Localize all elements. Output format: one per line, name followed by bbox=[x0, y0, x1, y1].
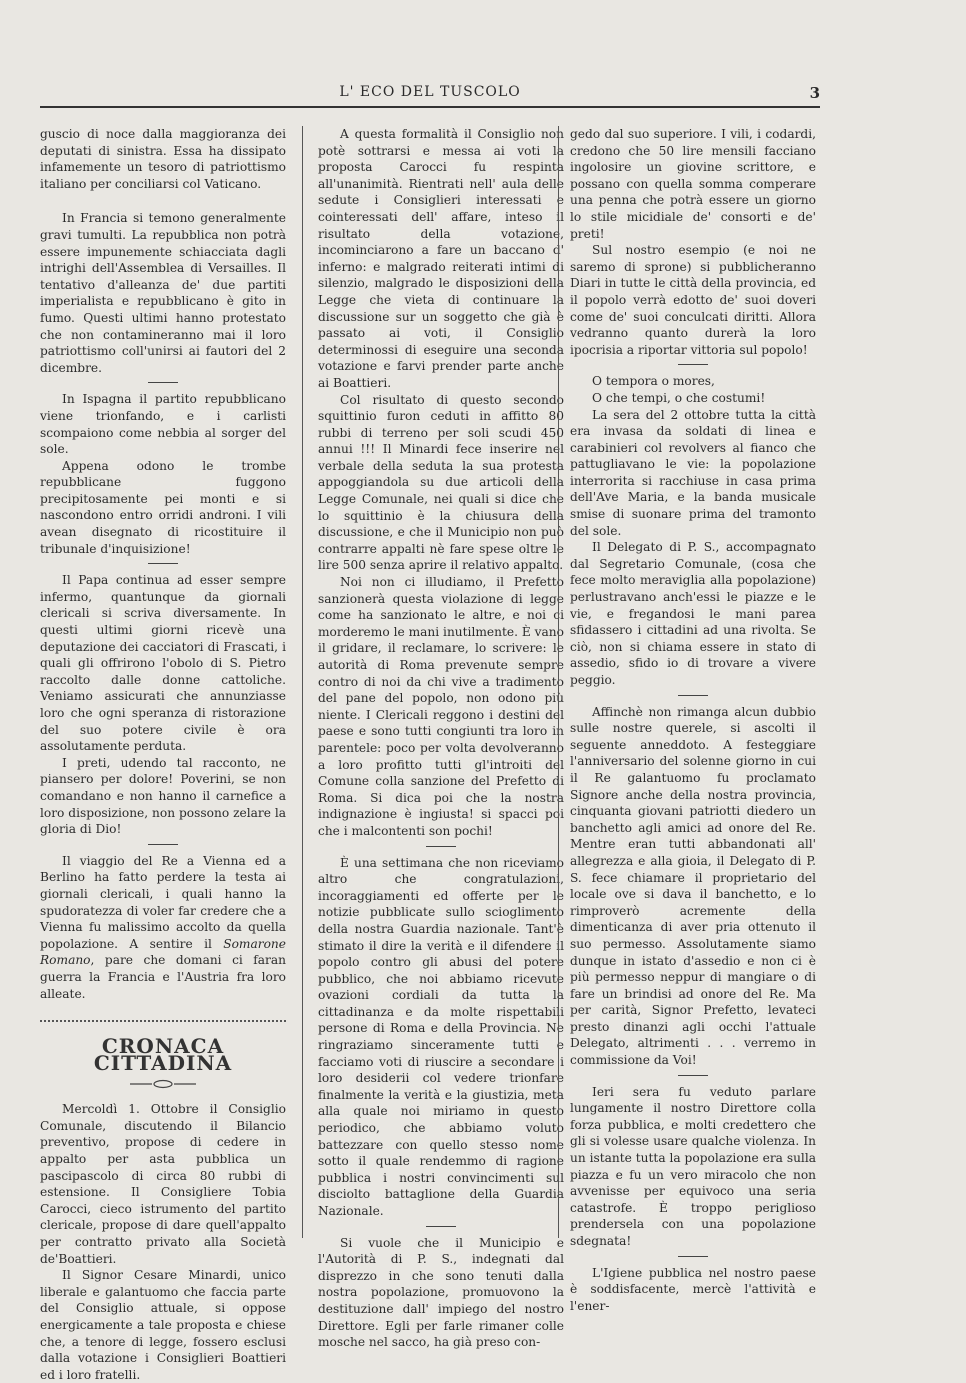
article-paragraph: La sera del 2 ottobre tutta la città era invasa da soldati di linea e carabinieri col revolvers al fianco che pattugliavano le vie: la popolazione interrorita si racchiuse in casa prima dell'Ave Maria, e la banda musicale smise di suonare prima del tramonto del sole. bbox=[570, 407, 816, 538]
header-rule bbox=[40, 106, 820, 108]
newspaper-name-italic: Somarone Romano bbox=[40, 936, 286, 968]
article-paragraph: A questa formalità il Consiglio non potè sottrarsi e messa ai voti la proposta Carocci fu respinta all'unanimità. Rientrati nell' aula delle sedute i Consiglieri interessati e cointeressati dell' affare, inteso il risultato della votazione, incominciarono a fare un baccano d' inferno: e malgrado reiterati intimi di silenzio, malgrado le disposizioni della Legge che vieta di continuare la discussione sur un soggetto che già è passato ai voti, il Consiglio determinossi di eseguire una seconda votazione e farvi prender parte anche ai Boattieri. bbox=[318, 127, 564, 390]
separator bbox=[678, 1256, 708, 1257]
article-paragraph: Il Papa continua ad esser sempre infermo, quantunque da giornali clericali si scriva diversamente. In questi ultimi giorni ricevè una deputazione dei cacciatori di Frascati, i quali gli offrirono l'obolo di S. Pietro raccolto dalle donne cattoliche. Veniamo assicurati che annunziasse loro che ogni speranza di ristorazione del suo potere civile è ora assolutamente perduta. bbox=[40, 573, 286, 754]
separator bbox=[678, 364, 708, 365]
separator bbox=[678, 695, 708, 696]
article-paragraph: In Francia si temono generalmente gravi tumulti. La repubblica non potrà essere impunemente schiacciata dagli intrighi dell'Assemblea di Versailles. Il tentativo d'alleanza de' due partiti imperialista e repubblicano è gito in fumo. Questi ultimi hanno protestato che non contamineranno mai il loro patriottismo coll'unirsi ai fautori del 2 dicembre. bbox=[40, 211, 286, 375]
column-3 bbox=[570, 126, 816, 1314]
text-run: Il viaggio del Re a Vienna ed a Berlino ha fatto perdere la testa ai giornali clericali, i quali hanno la spudoratezza di voler far credere che a Vienna fu malissimo accolto da quella popolazione. A sentire il bbox=[40, 853, 286, 951]
article-paragraph: I preti, udendo tal racconto, ne piansero per dolore! Poverini, se non comandano e non hanno il carnefice a loro disposizione, non possono zelare la gloria di Dio! bbox=[40, 755, 286, 837]
separator bbox=[426, 846, 456, 847]
column-divider bbox=[558, 126, 559, 1238]
separator bbox=[148, 844, 178, 845]
ornament-icon bbox=[128, 1079, 198, 1089]
column-1 bbox=[40, 126, 286, 1383]
article-paragraph: Noi non ci illudiamo, il Prefetto sanzionerà questa violazione di legge come ha sanzionato le altre, e noi ci morderemo le mani inutilmente. È vano il gridare, il reclamare, lo scrivere: le autorità di Roma prevenute sempre contro di noi da chi vive a tradimento del pane del popolo, non odono più niente. I Clericali reggono i destini del paese e sono tutti congiunti tra loro in parentele: poco per volta devolveranno a loro profitto tutti gl'introiti del Comune colla sanzione del Prefetto di Roma. Si dica poi che la nostra indignazione è ingiusta! si spacci poi che i malcontenti son pochi! bbox=[318, 575, 564, 838]
article-paragraph: Il Delegato di P. S., accompagnato dal Segretario Comunale, (cosa che fece molto meraviglia alla popolazione) perlustravano anch'essi le piazze e le vie, e fregandosi le mani parea sfidassero i cittadini ad una rivolta. Se ciò, non si chiama essere in stato di assedio, sfido io di trovare a vivere peggio. bbox=[570, 540, 816, 687]
text-run: , pare che domani ci faran guerra la Francia e l'Austria fra loro alleate. bbox=[40, 953, 286, 1001]
article-paragraph: Mercoldì 1. Ottobre il Consiglio Comunale, discutendo il Bilancio preventivo, propose di cedere in appalto per asta pubblica un pascipascolo di circa 80 rubbi di estensione. Il Consigliere Tobia Carocci, cieco istrumento del partito clericale, propose di dare quell'appalto per contratto privato alla Società de'Boattieri. bbox=[40, 1102, 286, 1266]
section-title: CRONACA CITTADINA bbox=[93, 1034, 233, 1075]
article-paragraph: È una settimana che non riceviamo altro che congratulazioni, incoraggiamenti ed offerte per le notizie pubblicate sullo scioglimento della nostra Guardia nazionale. Tant'è stimato il dire la verità e il difendere il popolo contro gli abusi del potere pubblico, che noi abbiamo ricevute ovazioni cordiali da tutta la cittadinanza e da molte rispettabili persone di Roma e della Provincia. Ne ringraziamo sinceramente tutti e facciamo voti di riuscire a secondare i loro desiderii col vedere trionfare finalmente la verità e la giustizia, meta alla quale noi miriamo in questo periodico, che abbiamo voluto battezzare con quello stesso nome sotto il quale rendemmo di ragione pubblica i nostri convincimenti sul disciolto battaglione della Guardia Nazionale. bbox=[318, 855, 564, 1218]
section-header bbox=[40, 1020, 286, 1089]
quote-line: O tempora o mores, bbox=[592, 374, 715, 389]
article-paragraph bbox=[40, 853, 286, 1002]
article-paragraph: In Ispagna il partito repubblicano viene trionfando, e i carlisti scompaiono come nebbia al sorger del sole. bbox=[40, 392, 286, 457]
article-paragraph: L'Igiene pubblica nel nostro paese è soddisfacente, mercè l'attività e l'ener- bbox=[570, 1265, 816, 1313]
article-paragraph: Si vuole che il Municipio e l'Autorità di P. S., indegnati dal disprezzo in che sono tenuti dalla nostra popolazione, promuovono la destituzione dall' impiego del nostro Direttore. Egli per farle rimaner colle mosche nel sacco, ha già preso con- bbox=[318, 1235, 564, 1350]
column-2 bbox=[318, 126, 564, 1350]
article-paragraph: Sul nostro esempio (e noi ne saremo di sprone) si pubblicheranno Diari in tutte le città della provincia, ed il popolo verrà edotto de' suoi doveri come de' suoi conculcati diritti. Allora vedranno quanto durerà la loro ipocrisia a riportar vittoria sul popolo! bbox=[570, 243, 816, 357]
article-paragraph: guscio di noce dalla maggioranza dei deputati di sinistra. Essa ha dissipato infamemente un tesoro di patriottismo italiano per conciliarsi col Vaticano. bbox=[40, 127, 286, 191]
separator bbox=[148, 563, 178, 564]
quote-line: O che tempi, o che costumi! bbox=[592, 390, 766, 405]
article-paragraph: gedo dal suo superiore. I vili, i codardi, credono che 50 lire mensili facciano ingolosire un giovine scrittore, e possano con quella somma comperare una penna che potrà essere un giorno lo stile micidiale de' consorti e de' preti! bbox=[570, 127, 816, 241]
article-paragraph: Col risultato di questo secondo squittinio furon ceduti in affitto 80 rubbi di terreno per soli scudi 450 annui !!! Il Minardi fece inserire nel verbale della seduta la sua protesta appoggiandola su due articoli della Legge Comunale, nei quali si dice che lo squittinio è la chiusura della discussione, e che il Municipio non può contrarre appalti nè fare spese oltre le lire 500 senza aprire il relativo appalto. bbox=[318, 392, 564, 573]
article-paragraph: Affinchè non rimanga alcun dubbio sulle nostre querele, si ascolti il seguente anneddoto. A festeggiare l'anniversario del solenne giorno in cui il Re galantuomo fu proclamato Signore anche della nostra provincia, cinquanta giovani patriotti diedero un banchetto agli amici ad onore del Re. Mentre eran tutti abbandonati all' allegrezza e alla gioia, il Delegato di P. S. fece chiamare il proprietario del locale ove si dava il banchetto, e lo rimproverò acremente della dimenticanza di aver pria ottenuto il suo permesso. Assolutamente siamo dunque in istato d'assedio e non ci è più permesso neppur di mangiare o di fare un brindisi ad onore del Re. Ma per carità, Signor Prefetto, levateci presto dinanzi agli occhi l'attuale Delegato, altrimenti . . . verremo in commissione da Voi! bbox=[570, 704, 816, 1068]
article-paragraph: Il Signor Cesare Minardi, unico liberale e galantuomo che faccia parte del Consiglio attuale, si oppose energicamente a tale proposta e chiese che, a tenore di legge, fossero esclusi dalla votazione i Consiglieri Boattieri ed i loro fratelli. bbox=[40, 1268, 286, 1382]
separator bbox=[148, 382, 178, 383]
article-paragraph: Appena odono le trombe repubblicane fuggono precipitosamente pei monti e si nascondono entro orridi androni. I vili avean disegnato di ricostituire il tribunale d'inquisizione! bbox=[40, 458, 286, 556]
separator bbox=[678, 1075, 708, 1076]
page-header bbox=[40, 84, 820, 106]
newspaper-title: L' ECO DEL TUSCOLO bbox=[339, 84, 521, 100]
column-divider bbox=[302, 126, 303, 1238]
article-paragraph: Ieri sera fu veduto parlare lungamente il nostro Direttore colla forza pubblica, e molti credettero che gli si volesse usare qualche violenza. In un istante tutta la popolazione era sulla piazza e fu un vero miracolo che non avvenisse per equivoco una seria catastrofe. È troppo periglioso prendersela con una popolazione sdegnata! bbox=[570, 1084, 816, 1248]
separator bbox=[426, 1226, 456, 1227]
page-number: 3 bbox=[809, 84, 820, 102]
dotted-rule bbox=[40, 1020, 286, 1022]
